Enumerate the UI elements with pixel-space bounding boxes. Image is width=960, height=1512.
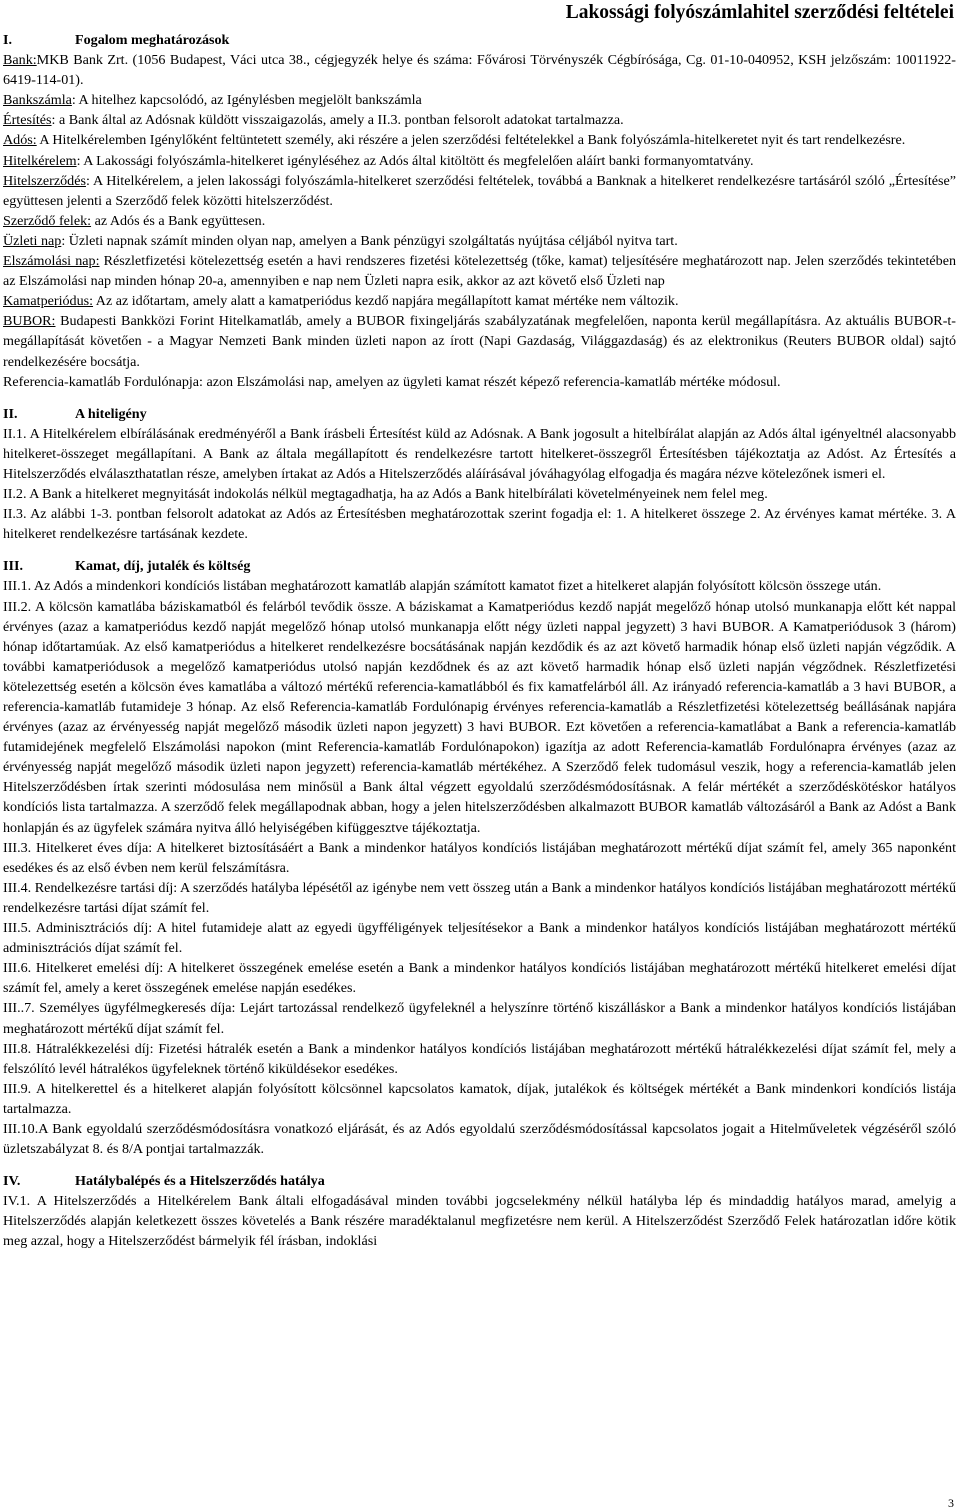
defined-term: Hitelkérelem: [3, 152, 77, 169]
paragraph-text: : A hitelhez kapcsolódó, az Igénylésben megjelölt bankszámla: [71, 92, 422, 109]
paragraph-text: II.1. A Hitelkérelem elbírálásának eredményéről a Bank írásbeli Értesítést küld az Adósnak. A Bank jogosult a hitelbírálat alapján az Adós által igényeltnél alacsonyabb hitelkeret-összeget megállapítani. A Bank az általa megállapított és rendelkezésre tartott hitelkeret-összegről Értesítésben tájékoztatja az Adóst. Az Értesítés a Hitelszerződés elválaszthatatlan része, amelyben írtakat az Adós a Hitelszerződés aláírásával jóváhagyólag elfogadja és magára nézve kötelezőnek ismeri el.: [3, 425, 956, 482]
document-title: Lakossági folyószámlahitel szerződési feltételei: [565, 2, 954, 23]
defined-term: Szerződő felek:: [3, 212, 92, 229]
defined-term: Bankszámla: [3, 92, 72, 109]
paragraph: [3, 424, 956, 484]
paragraph-text: III.4. Rendelkezésre tartási díj: A szerződés hatályba lépésétől az igénybe nem vett összeg után a Bank a mindenkor hatályos kondíciós listájában meghatározott mértékű rendelkezésre tartási díjat számít fel.: [3, 879, 956, 916]
page-number: 3: [948, 1496, 954, 1510]
defined-term: Üzleti nap: [3, 232, 62, 249]
paragraph-text: : Üzleti napnak számít minden olyan nap, amelyen a Bank pénzügyi szolgáltatás nyújtása céljából nyitva tart.: [61, 232, 678, 249]
defined-term: Bank:: [3, 52, 37, 69]
paragraph-text: : a Bank által az Adósnak küldött visszaigazolás, amely a II.3. pontban felsorolt adatokat tartalmazza.: [51, 112, 624, 129]
paragraph-text: III.5. Adminisztrációs díj: A hitel futamideje alatt az egyedi ügyfféligények teljesítésekor a Bank a mindenkor hatályos kondíciós listájában meghatározott mértékű adminisztrációs díjat számít fel.: [3, 920, 956, 957]
paragraph: [3, 1191, 956, 1251]
paragraph-text: Referencia-kamatláb Fordulónapja: azon Elszámolási nap, amelyen az ügyleti kamat részét képező referencia-kamatláb mértéke módosul.: [3, 373, 781, 390]
paragraph-text: III..7. Személyes ügyfélmegkeresés díja: Lejárt tartozással rendelkező ügyfeleknél a helyszínre történő kiszálláskor a Bank a mindenkor hatályos kondíciós listájában meghatározott mértékű díjat számít fel.: [3, 1000, 956, 1037]
paragraph: [3, 838, 956, 878]
section-title: Hatálybalépés és a Hitelszerződés hatálya: [75, 1173, 325, 1190]
paragraph: [3, 110, 956, 130]
paragraph-text: III.3. Hitelkeret éves díja: A hitelkeret biztosításáért a Bank a mindenkor hatályos kondíciós listájában meghatározott mértékű díjat számít fel, amely 365 naponként esedékes és az első évben nem kerül felszámításra.: [3, 839, 956, 876]
paragraph: [3, 90, 956, 110]
paragraph-text: III.2. A kölcsön kamatlába báziskamatból és felárból tevődik össze. A báziskamat a Kamatperiódus kezdő napját megelőző hónap utolsó munkanapja előtt két nappal érvényes (azaz a kamatperiódus kezdő napját megelőző hónap utolsó munkanapja előtt négy üzleti nappal jegyzett) 3 havi BUBOR. A Kamatperiódusok 3 (három) hónap időtartamúak. Az első kamatperiódus a hitelkeret rendelkezésre bocsátásának napján kezdődik és az azt követő harmadik hónap első üzleti napján végződik. A további kamatperiódusok a megelőző kamatperiódus utolsó napján kezdődnek és az azt követő harmadik hónap első üzleti napján végződnek. Részletfizetési kötelezettség esetén a kölcsön éves kamatlába a változó mértékű referencia-kamatlábból és fix kamatfelárból áll. Az irányadó referencia-kamatláb a 3 havi BUBOR, a referencia-kamatláb futamideje 3 hónap. Az első Referencia-kamatláb Fordulónapig érvényes referencia-kamatláb a Részletfizetési kötelezettség beállásának napjára érvényes (azaz az érvényesség napját megelőző második üzleti napon jegyzett) 3 havi BUBOR. Ezt követően a referencia-kamatlábat a Bank a referencia-kamatláb futamidejének megfelelő Elszámolási napokon (mint Referencia-kamatláb Fordulónapokon) igazítja az adott Referencia-kamatláb Fordulónapra érvényes (azaz az érvényesség napját megelőző második üzleti napon jegyzett) referencia-kamatláb mértékéhez. A Szerződő felek tudomásul veszik, hogy a referencia-kamatláb jelen Hitelszerződésben írtak szerinti módosulása nem minősül a Bank által végzett egyoldalú szerződésmódosításnak. A felár mértékét a szerződéskötéskor hatályos kondíciós lista tartalmazza. A szerződő felek megállapodnak abban, hogy a jelen hitelszerződésben alkalmazott BUBOR kamatláb változásáról a Bank az Adóst a Bank honlapján és az ügyfelek számára nyitva álló helyiségében kifüggesztve tájékoztatja.: [3, 598, 956, 836]
paragraph-text: : A Hitelkérelem, a jelen lakossági folyószámla-hitelkeret szerződési feltételek, továbbá a Banknak a hitelkeret rendelkezésre tartásáról szóló „Értesítése” együttesen jelenti a Szerződő felek közötti hitelszerződést.: [3, 172, 956, 209]
document-page: [3, 2, 956, 1252]
paragraph: [3, 372, 956, 392]
paragraph: [3, 1039, 956, 1079]
defined-term: Kamatperiódus:: [3, 293, 94, 310]
paragraph-text: Budapesti Bankközi Forint Hitelkamatláb, amely a BUBOR fixingeljárás szabályzatának megfelelően, naponta kerül megállapításra. Az aktuális BUBOR-t- megállapítását követően - a Magyar Nemzeti Bank minden üzleti napon az írott (Napi Gazdaság, Világgazdaság) és az elektronikus (Reuters BUBOR oldal) sajtó rendelkezésére bocsátja.: [3, 313, 956, 370]
paragraph: [3, 50, 956, 90]
defined-term: Hitelszerződés: [3, 172, 86, 189]
paragraph: [3, 504, 956, 544]
paragraph-text: II.2. A Bank a hitelkeret megnyitását indokolás nélkül megtagadhatja, ha az Adós a Bank hitelbírálati követelményeinek nem felel meg.: [3, 486, 768, 503]
section-title: A hiteligény: [75, 405, 147, 422]
paragraph-text: III.1. Az Adós a mindenkori kondíciós listában meghatározott kamatláb alapján számított kamatot fizet a hitelkeret alapján folyósított kölcsön összege után.: [3, 578, 882, 595]
paragraph: [3, 1079, 956, 1119]
paragraph-text: III.8. Hátralékkezelési díj: Fizetési hátralék esetén a Bank a mindenkor hatályos kondíciós listájában meghatározott mértékű hátralékkezelési díjat számít fel, mely a felszólító levél hátralékos ügyfeleknek történő kiküldésekor esedékes.: [3, 1040, 956, 1077]
section-heading: [3, 404, 956, 424]
paragraph: [3, 484, 956, 504]
paragraph-text: IV.1. A Hitelszerződés a Hitelkérelem Bank általi elfogadásával minden további jogcselekmény nélkül hatályba lép és mindaddig hatályos marad, amelyig a Hitelszerződés alapján keletkezett összes követelés a Bank részére maradéktalanul megfizetésre nem kerül. A Hitelszerződést Szerződő Felek határozatlan időre kötik meg azzal, hogy a Hitelszerződést bármelyik fél írásban, indoklási: [3, 1193, 956, 1250]
paragraph-text: : A Lakossági folyószámla-hitelkeret igényléséhez az Adós által kitöltött és megfelelően aláírt banki formanyomtatvány.: [76, 152, 754, 169]
paragraph: [3, 211, 956, 231]
paragraph: [3, 171, 956, 211]
paragraph: [3, 1119, 956, 1159]
section-heading: [3, 1171, 956, 1191]
defined-term: Elszámolási nap:: [3, 253, 100, 270]
section-heading: [3, 30, 956, 50]
paragraph: [3, 130, 956, 150]
section-heading: [3, 556, 956, 576]
paragraph-text: III.9. A hitelkerettel és a hitelkeret alapján folyósított kölcsönnel kapcsolatos kamatok, díjak, jutalékok és költségek mértékét a Bank mindenkori kondíciós listája tartalmazza.: [3, 1080, 956, 1117]
paragraph: [3, 998, 956, 1038]
section-number: II.: [3, 405, 18, 422]
paragraph-text: Részletfizetési kötelezettség esetén a havi rendszeres fizetési kötelezettség (tőke, kamat) teljesítésére meghatározott nap. Jelen szerződés tekintetében az Elszámolási nap minden hónap 20-a, amennyiben e nap nem Üzleti napra esik, akkor az azt követő első Üzleti nap: [3, 253, 956, 290]
paragraph-text: az Adós és a Bank együttesen.: [91, 212, 266, 229]
paragraph-text: A Hitelkérelemben Igénylőként feltüntetett személy, aki részére a jelen szerződési feltételekkel a Bank folyószámla-hitelkeretet nyit és tart rendelkezésre.: [36, 132, 906, 149]
defined-term: Adós:: [3, 132, 37, 149]
paragraph-text: III.10.A Bank egyoldalú szerződésmódosításra vonatkozó eljárását, és az Adós egyoldalú szerződésmódosítással kapcsolatos jogait a Hitelműveletek végzéséről szóló üzletszabályzat 8. és 8/A pontjai tartalmazzák.: [3, 1120, 956, 1158]
section-number: III.: [3, 558, 23, 575]
paragraph: [3, 958, 956, 998]
section-number: I.: [3, 32, 13, 48]
paragraph: [3, 576, 956, 596]
document-body: [3, 30, 956, 1252]
paragraph: [3, 151, 956, 171]
paragraph: [3, 231, 956, 251]
paragraph-text: MKB Bank Zrt. (1056 Budapest, Váci utca 38., cégjegyzék helye és száma: Fővárosi Törvényszék Cégbírósága, Cg. 01-10-040952, KSH jelzőszám: 10011922-6419-114-01).: [3, 52, 956, 89]
paragraph-text: Az az időtartam, amely alatt a kamatperiódus kezdő napjára megállapított kamat mértéke nem változik.: [93, 293, 679, 310]
section-number: IV.: [3, 1173, 21, 1190]
defined-term: Értesítés: [3, 112, 52, 129]
paragraph-text: III.6. Hitelkeret emelési díj: A hitelkeret összegének emelése esetén a Bank a mindenkor hatályos kondíciós listájában meghatározott mértékű hitelkeret emelési díjat számít fel, amely a keret összegének emelése napján esedékes.: [3, 960, 956, 997]
paragraph: [3, 291, 956, 311]
paragraph: [3, 918, 956, 958]
section-title: Fogalom meghatározások: [75, 32, 230, 48]
paragraph: [3, 597, 956, 838]
paragraph-text: II.3. Az alábbi 1-3. pontban felsorolt adatokat az Adós az Értesítésben meghatározottak szerint fogadja el: 1. A hitelkeret összege 2. Az érvényes kamat mértéke. 3. A hitelkeret rendelkezésre tartásának kezdete.: [3, 506, 956, 543]
paragraph: [3, 251, 956, 291]
paragraph: [3, 311, 956, 371]
defined-term: BUBOR:: [3, 313, 56, 330]
paragraph: [3, 878, 956, 918]
section-title: Kamat, díj, jutalék és költség: [75, 558, 251, 575]
